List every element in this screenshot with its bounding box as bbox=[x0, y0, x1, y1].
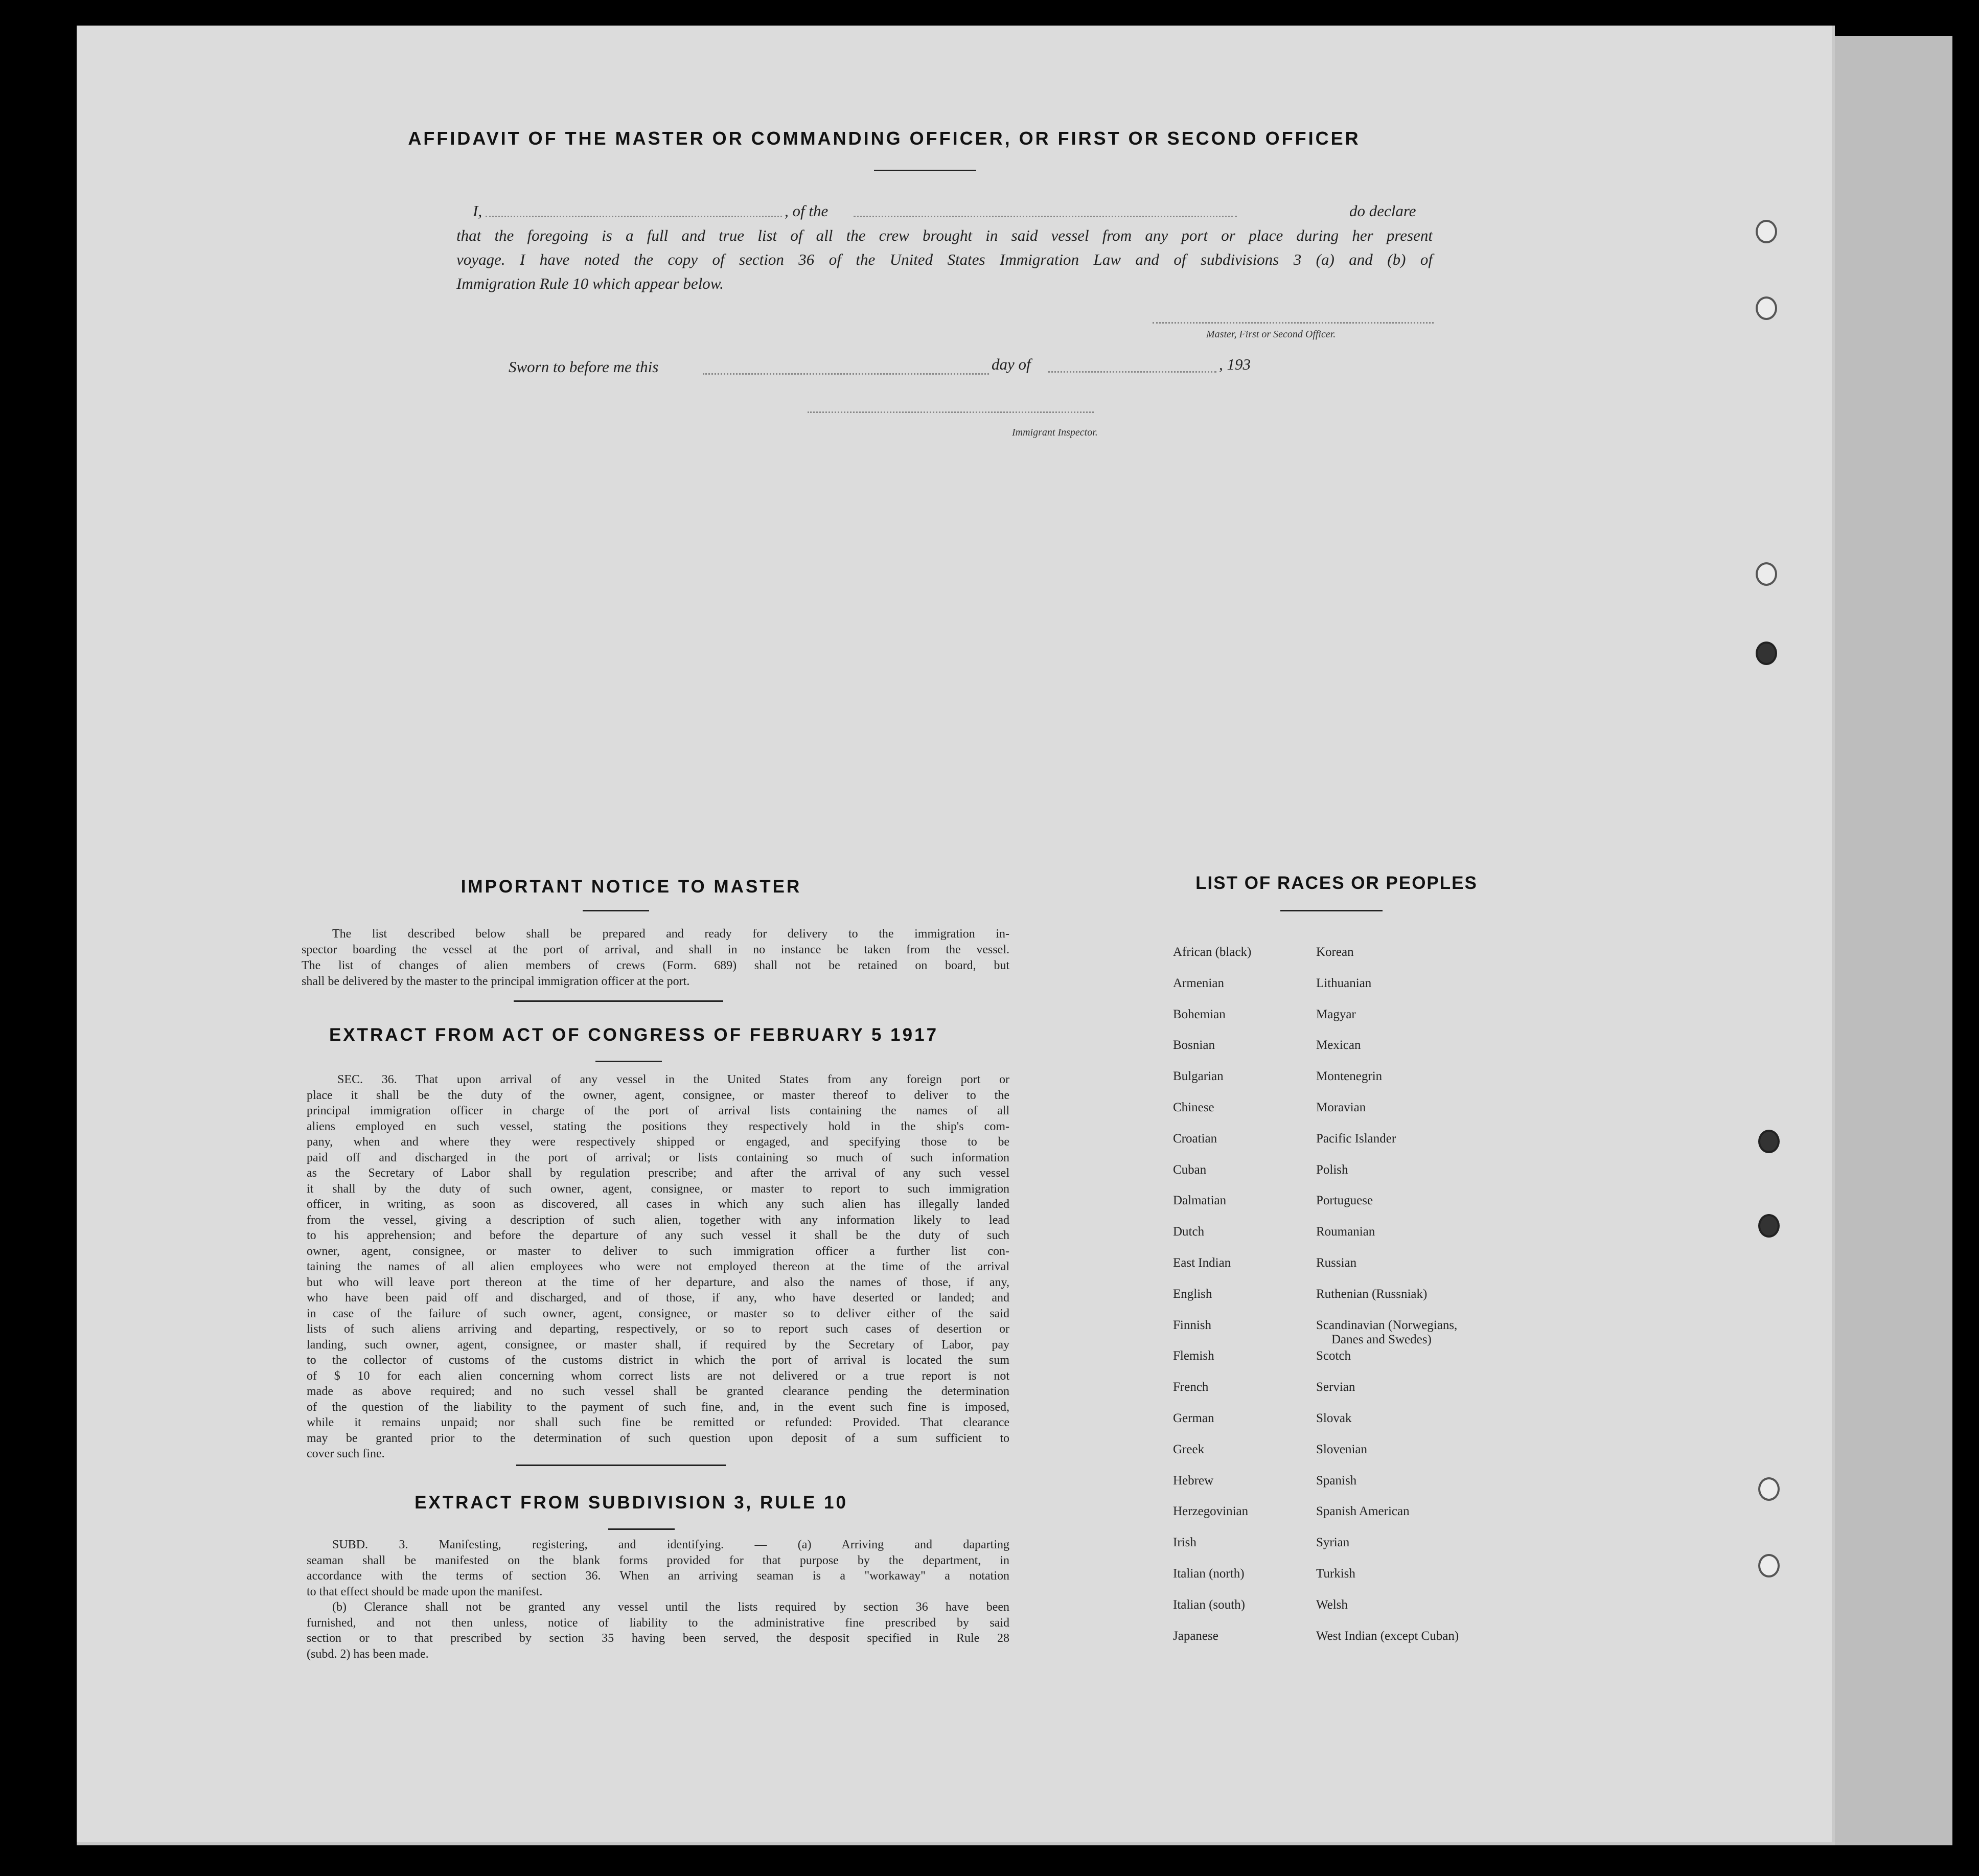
race-item: Bohemian bbox=[1173, 1007, 1226, 1021]
race-item: Slovenian bbox=[1316, 1442, 1367, 1456]
affidavit-of-the: , of the bbox=[785, 202, 829, 220]
text-line: The list of changes of alien members of crews (Form. 689) shall not be retained on board, but bbox=[302, 959, 1009, 972]
race-item: Danes and Swedes) bbox=[1331, 1333, 1432, 1346]
text-line: seaman shall be manifested on the blank forms provided for that purpose by the department, in bbox=[307, 1553, 1009, 1567]
binder-hole bbox=[1756, 220, 1777, 243]
race-item: Servian bbox=[1316, 1380, 1355, 1394]
inspector-signature-line[interactable] bbox=[808, 411, 1094, 413]
text-line: The list described below shall be prepared and ready for delivery to the immigration in- bbox=[332, 927, 1009, 941]
name-blank[interactable] bbox=[486, 216, 782, 217]
text-line: landing, such owner, agent, consignee, or master shall, if required by the Secretary of Labor, pay bbox=[307, 1338, 1009, 1352]
text-line: as the Secretary of Labor shall by regulation prescribe; and after the arrival of any such vessel bbox=[307, 1166, 1009, 1180]
race-item: Croatian bbox=[1173, 1131, 1217, 1146]
text-line: furnished, and not then unless, notice of liability to the administrative fine prescribed by said bbox=[307, 1616, 1009, 1630]
race-item: Roumanian bbox=[1316, 1225, 1375, 1239]
race-item: West Indian (except Cuban) bbox=[1316, 1629, 1459, 1643]
race-item: Spanish bbox=[1316, 1473, 1357, 1488]
affidavit-declare: do declare bbox=[1349, 202, 1416, 220]
affidavit-line-4: Immigration Rule 10 which appear below. bbox=[456, 274, 724, 292]
race-item: German bbox=[1173, 1411, 1214, 1425]
race-item: East Indian bbox=[1173, 1256, 1231, 1270]
text-line: principal immigration officer in charge of the port of arrival lists containing the names of all bbox=[307, 1104, 1009, 1117]
text-line: taining the names of all alien employees who were not employed thereon at the time of the arrival bbox=[307, 1260, 1009, 1273]
text-line: made as above required; and no such vessel shall be granted clearance pending the determination bbox=[307, 1385, 1009, 1398]
binder-hole bbox=[1756, 562, 1777, 586]
race-item: Russian bbox=[1316, 1256, 1357, 1270]
race-item: Montenegrin bbox=[1316, 1069, 1383, 1084]
rule-title: EXTRACT FROM SUBDIVISION 3, RULE 10 bbox=[415, 1493, 848, 1513]
race-item: Dutch bbox=[1173, 1225, 1205, 1239]
binder-hole bbox=[1758, 1214, 1780, 1238]
race-item: Hebrew bbox=[1173, 1473, 1214, 1488]
binder-hole bbox=[1756, 296, 1777, 320]
race-item: Bulgarian bbox=[1173, 1069, 1224, 1084]
sworn-text: Sworn to before me this bbox=[509, 358, 659, 376]
race-item: Polish bbox=[1316, 1162, 1348, 1177]
text-line: SUBD. 3. Manifesting, registering, and identifying. — (a) Arriving and daparting bbox=[332, 1538, 1009, 1551]
notice-rule bbox=[583, 910, 649, 911]
text-line: it shall by the duty of such owner, agent, consignee, or master to report to such immigration bbox=[307, 1182, 1009, 1196]
race-item: Irish bbox=[1173, 1536, 1196, 1550]
text-line: from the vessel, giving a description of such alien, together with any information likely to lead bbox=[307, 1213, 1009, 1227]
text-line: officer, in writing, as soon as discovered, all cases in which any such alien has illegally landed bbox=[307, 1198, 1009, 1211]
vessel-blank[interactable] bbox=[854, 216, 1237, 217]
race-item: Herzegovinian bbox=[1173, 1504, 1249, 1519]
text-line: may be granted prior to the determination of such question upon deposit of a sum sufficient to bbox=[307, 1431, 1009, 1445]
affidavit-i: I, bbox=[473, 202, 482, 220]
race-item: Ruthenian (Russniak) bbox=[1316, 1287, 1428, 1301]
race-item: Scandinavian (Norwegians, bbox=[1316, 1318, 1458, 1332]
signature-caption: Master, First or Second Officer. bbox=[1206, 329, 1336, 340]
race-item: Japanese bbox=[1173, 1629, 1218, 1643]
races-title: LIST OF RACES OR PEOPLES bbox=[1195, 873, 1478, 893]
race-item: Slovak bbox=[1316, 1411, 1352, 1425]
affidavit-title: AFFIDAVIT OF THE MASTER OR COMMANDING OFFICER, OR FIRST OR SECOND OFFICER bbox=[408, 128, 1361, 149]
text-line: section or to that prescribed by section 35 having been served, the desposit specified in Rule 28 bbox=[307, 1632, 1009, 1645]
text-line: to that effect should be made upon the manifest. bbox=[307, 1585, 543, 1598]
act-rule bbox=[595, 1061, 662, 1062]
act-title: EXTRACT FROM ACT OF CONGRESS OF FEBRUARY 5 1917 bbox=[329, 1025, 939, 1045]
text-line: pany, when and where they were respectively shipped or engaged, and specifying those to be bbox=[307, 1135, 1009, 1149]
text-line: SEC. 36. That upon arrival of any vessel in the United States from any foreign port or bbox=[337, 1073, 1009, 1086]
text-line: accordance with the terms of section 36. When an arriving seaman is a "workaway" a notation bbox=[307, 1569, 1009, 1583]
text-line: paid off and discharged in the port of arrival; or lists containing so much of such information bbox=[307, 1151, 1009, 1164]
notice-end-rule bbox=[514, 1000, 723, 1002]
document-page bbox=[77, 26, 1835, 1845]
race-item: Moravian bbox=[1316, 1101, 1366, 1114]
text-line: (subd. 2) has been made. bbox=[307, 1647, 429, 1661]
race-item: Korean bbox=[1316, 945, 1354, 959]
binder-hole bbox=[1756, 642, 1777, 665]
sworn-day-blank[interactable] bbox=[703, 373, 989, 375]
text-line: to the collector of customs of the customs district in which the port of arrival is located the sum bbox=[307, 1354, 1009, 1367]
race-item: Flemish bbox=[1173, 1349, 1214, 1363]
race-item: Armenian bbox=[1173, 976, 1224, 990]
race-item: Scotch bbox=[1316, 1349, 1351, 1363]
race-item: Italian (south) bbox=[1173, 1597, 1245, 1612]
race-item: Pacific Islander bbox=[1316, 1131, 1396, 1146]
text-line: but who will leave port thereon at the time of her departure, and also the names of those, if any, bbox=[307, 1275, 1009, 1289]
year-text: , 193 bbox=[1219, 355, 1251, 373]
act-end-rule bbox=[516, 1465, 726, 1466]
text-line: of $ 10 for each alien concerning whom correct lists are not delivered or a true report is not bbox=[307, 1369, 1009, 1383]
race-item: Lithuanian bbox=[1316, 976, 1372, 990]
text-line: cover such fine. bbox=[307, 1447, 385, 1460]
race-item: Welsh bbox=[1316, 1597, 1348, 1612]
race-item: English bbox=[1173, 1287, 1212, 1301]
race-item: Bosnian bbox=[1173, 1038, 1215, 1053]
notice-title: IMPORTANT NOTICE TO MASTER bbox=[461, 877, 802, 897]
race-item: Portuguese bbox=[1316, 1194, 1373, 1208]
race-item: Italian (north) bbox=[1173, 1567, 1245, 1581]
races-rule bbox=[1280, 910, 1383, 911]
race-item: Greek bbox=[1173, 1442, 1205, 1456]
text-line: to his apprehension; and before the departure of any such vessel it shall be the duty of such bbox=[307, 1229, 1009, 1242]
text-line: owner, agent, consignee, or master to deliver to such immigration officer a further list con- bbox=[307, 1244, 1009, 1258]
affidavit-line-2: that the foregoing is a full and true list of all the crew brought in said vessel from any port or place during her present bbox=[456, 226, 1433, 244]
signature-line[interactable] bbox=[1153, 322, 1434, 324]
race-item: Turkish bbox=[1316, 1567, 1355, 1581]
affidavit-line-3: voyage. I have noted the copy of section 36 of the United States Immigration Law and of subdivisions 3 (a) and (b) of bbox=[456, 250, 1433, 268]
text-line: spector boarding the vessel at the port of arrival, and shall in no instance be taken from the vessel. bbox=[302, 943, 1009, 956]
race-item: Spanish American bbox=[1316, 1504, 1410, 1519]
month-blank[interactable] bbox=[1048, 371, 1216, 373]
text-line: lists of such aliens arriving and departing, respectively, or so to report such cases of desertion or bbox=[307, 1322, 1009, 1336]
text-line: shall be delivered by the master to the principal immigration officer at the port. bbox=[302, 975, 690, 988]
race-item: Cuban bbox=[1173, 1162, 1207, 1177]
binder-hole bbox=[1758, 1477, 1780, 1501]
text-line: in case of the failure of such owner, agent, consignee, or master so to deliver either of the said bbox=[307, 1307, 1009, 1320]
race-item: French bbox=[1173, 1380, 1209, 1394]
race-item: Magyar bbox=[1316, 1007, 1356, 1021]
race-item: Mexican bbox=[1316, 1038, 1361, 1053]
inspector-caption: Immigrant Inspector. bbox=[1012, 427, 1098, 438]
binder-hole bbox=[1758, 1554, 1780, 1577]
title-rule bbox=[874, 170, 976, 171]
race-item: Finnish bbox=[1173, 1318, 1212, 1332]
race-item: Dalmatian bbox=[1173, 1194, 1227, 1208]
race-item: African (black) bbox=[1173, 945, 1252, 959]
race-item: Syrian bbox=[1316, 1536, 1350, 1550]
text-line: place it shall be the duty of the owner, agent, consignee, or master thereof to deliver to the bbox=[307, 1088, 1009, 1102]
text-line: who have been paid off and discharged, and of those, if any, who have deserted or landed; and bbox=[307, 1291, 1009, 1305]
day-of-text: day of bbox=[992, 355, 1031, 373]
binder-hole bbox=[1758, 1130, 1780, 1153]
text-line: while it remains unpaid; nor shall such fine be remitted or refunded: Provided. That clearance bbox=[307, 1416, 1009, 1429]
rule-title-rule bbox=[608, 1528, 675, 1530]
text-line: aliens employed en such vessel, stating the positions they respectively hold in the ship's com- bbox=[307, 1119, 1009, 1133]
race-item: Chinese bbox=[1173, 1101, 1214, 1114]
text-line: of the question of the liability to the payment of such fine, and, in the event such fine is imposed, bbox=[307, 1400, 1009, 1414]
text-line: (b) Clerance shall not be granted any vessel until the lists required by section 36 have been bbox=[332, 1600, 1009, 1614]
